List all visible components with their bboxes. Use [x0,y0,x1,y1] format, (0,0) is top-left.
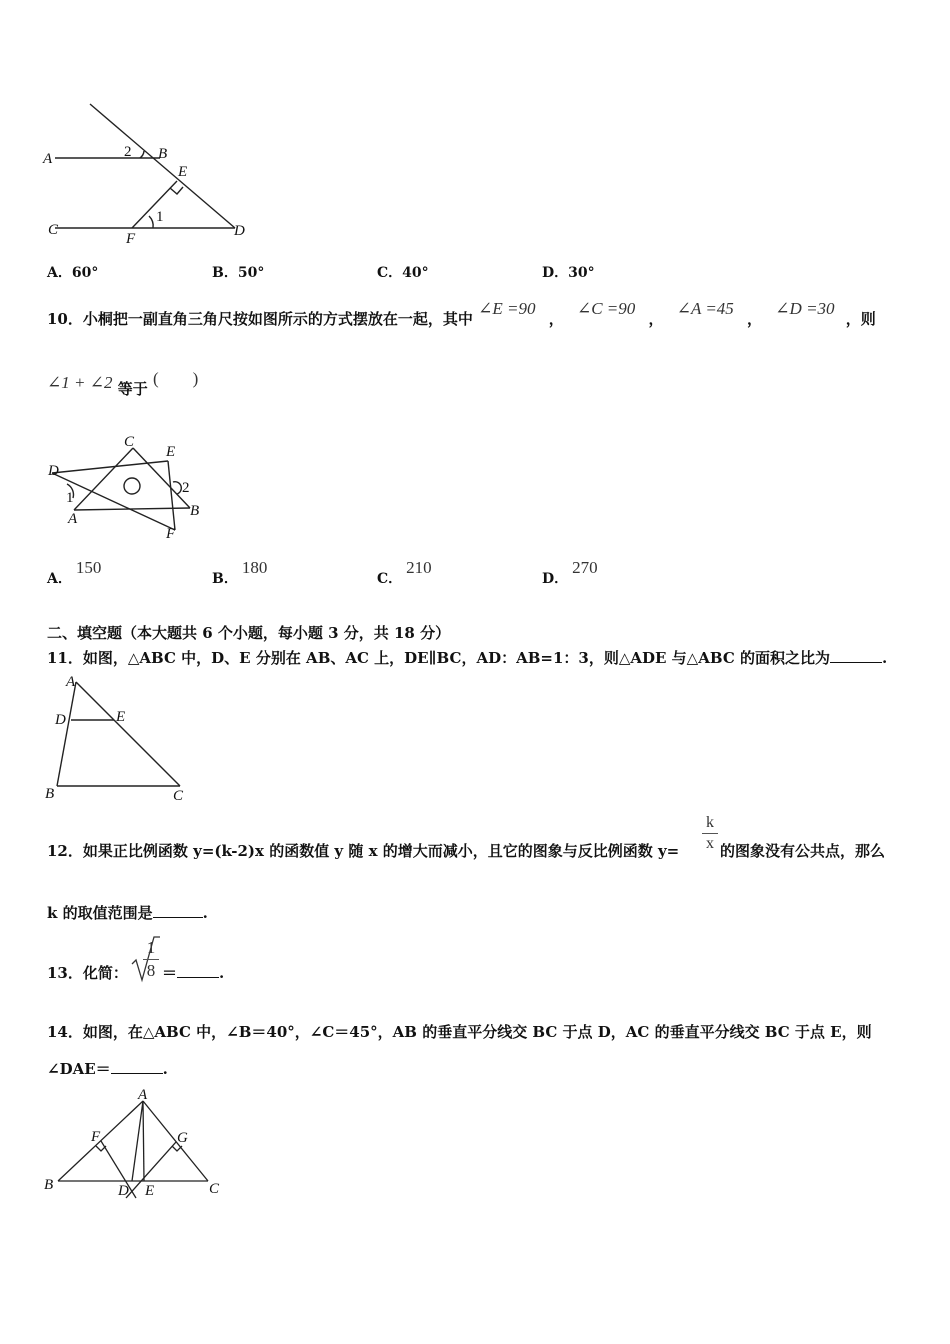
q9-option-d[interactable] [542,262,595,282]
q9-figure [40,98,270,248]
q10-option-a-value: 150 [75,558,102,577]
q10-label-D: D [48,463,59,479]
q13-sqrt-fraction [143,938,159,981]
q10-sep-2: ， [648,310,664,328]
q14-label-F: F [91,1129,101,1145]
q14-figure [40,1088,230,1208]
q13-end: . [219,964,225,982]
q11-label-E: E [116,709,126,725]
q10-option-c[interactable] [377,558,432,588]
q9-option-a[interactable] [47,262,98,282]
q11-label-A: A [66,674,76,690]
q9-option-c[interactable] [377,262,429,282]
q14-line2-text: ∠DAE＝ [47,1060,111,1078]
q9-option-a-value: 60° [71,265,99,281]
q10-option-d-value: 270 [572,558,598,577]
q10-text-eq: 等于 [117,380,148,398]
q10-text-pre: 10．小桐把一副直角三角尺按如图所示的方式摆放在一起，其中 [47,310,473,328]
q14-end: . [162,1060,168,1078]
q13-sqrt-den: 8 [146,961,156,980]
q10-cond-c: ∠C =90 [576,299,636,318]
q12-frac-num: k [706,814,714,831]
q14-text: 14．如图，在△ABC 中，∠B＝40°，∠C＝45°，AB 的垂直平分线交 BC 于点 D，AC 的垂直平分线交 BC 于点 E，则 [47,1023,872,1041]
q12-line2-text: k 的取值范围是 [47,904,153,922]
q9-option-a-letter: A． [47,265,72,281]
q9-label-E: E [178,164,188,180]
q10-label-2: 2 [182,480,190,496]
q11-answer-blank[interactable] [830,648,882,663]
q9-option-c-letter: C． [377,265,403,281]
q11-label-B: B [45,786,55,802]
q10-line1 [47,299,876,329]
q12-text-pre: 12．如果正比例函数 y=(k-2)x 的函数值 y 随 x 的增大而减小，且它的图象与反比例函数 y= [47,842,680,860]
q12-line2 [47,902,208,923]
q11-label-C: C [173,788,184,804]
q14-label-G: G [177,1130,188,1146]
section2-heading: 二、填空题（本大题共 6 个小题，每小题 3 分，共 18 分） [47,624,451,642]
q10-option-b-letter: B． [212,571,238,587]
q9-label-A: A [43,151,53,167]
q10-sep-3: ， [747,310,763,328]
q9-option-b[interactable] [212,262,264,282]
q9-label-F: F [126,231,136,247]
q13-sqrt-num: 1 [146,938,156,957]
q10-cond-a: ∠A =45 [676,299,734,318]
q14-answer-blank[interactable] [111,1059,163,1074]
q10-option-b-value: 180 [241,558,268,577]
q10-cond-e: ∠E =90 [478,299,536,318]
q9-option-b-letter: B． [212,265,238,281]
q10-option-a[interactable] [47,558,102,588]
q10-line2 [47,369,199,399]
q13-answer [162,962,224,983]
q10-option-d-letter: D． [542,571,569,587]
q9-label-2: 2 [124,144,132,160]
q13-text: 13．化简： [47,964,128,982]
q9-label-1: 1 [156,209,164,225]
q10-label-A: A [68,511,78,527]
q10-paren: ( ) [152,369,199,388]
q10-text-post: ，则 [845,310,876,328]
q10-option-c-value: 210 [406,558,432,577]
q12-end: . [202,904,208,922]
q10-label-E: E [166,444,176,460]
q10-figure [40,430,220,545]
q9-label-D: D [234,223,245,239]
q10-option-b[interactable] [212,558,268,588]
q14-label-B: B [44,1177,54,1193]
q11-label-D: D [55,712,66,728]
q9-option-c-value: 40° [402,265,429,281]
q10-option-a-letter: A． [47,571,72,587]
q11-text [47,647,887,668]
q9-option-d-letter: D． [542,265,569,281]
q11-end: . [881,649,888,667]
q14-label-A: A [138,1088,148,1103]
q13-answer-blank[interactable] [177,963,219,978]
q11-figure [40,672,200,807]
q12-frac-den: x [706,835,714,852]
q9-label-B: B [158,146,168,162]
q13-sqrt-bar [143,959,159,960]
q14-label-E: E [145,1183,155,1199]
q10-sep-1: ， [548,310,564,328]
q10-option-d[interactable] [542,558,598,588]
q12-fraction [702,814,718,853]
q9-option-b-value: 50° [237,265,265,281]
q10-option-c-letter: C． [377,571,403,587]
q11-question: 11．如图，△ABC 中，D、E 分别在 AB、AC 上，DE∥BC，AD：AB=1：3，则△ADE 与△ABC 的面积之比为 [47,649,830,667]
q9-option-d-value: 30° [568,265,595,281]
q10-label-F: F [166,526,176,542]
q9-label-C: C [48,222,59,238]
q12-text-post: 的图象没有公共点，那么 [720,842,886,860]
q10-label-B: B [190,503,200,519]
q12-line1 [47,840,679,861]
q14-line2 [47,1058,168,1079]
q12-frac-bar [702,833,718,834]
q13-eq: ＝ [162,964,178,982]
q10-label-1: 1 [66,490,74,506]
q14-label-C: C [209,1181,220,1197]
q10-expr: ∠1 + ∠2 [47,373,113,392]
q12-answer-blank[interactable] [153,903,203,918]
q10-label-C: C [124,434,135,450]
q10-cond-d: ∠D =30 [775,299,835,318]
q14-label-D: D [118,1183,129,1199]
